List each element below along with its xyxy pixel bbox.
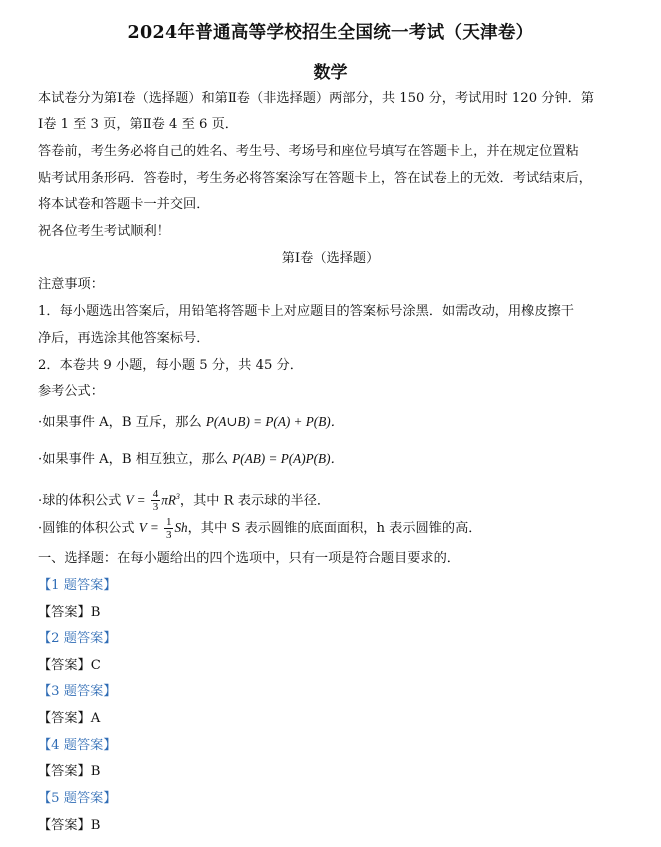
answer-value-2: 【答案】C bbox=[38, 658, 101, 673]
answer-header-4: 【4 题答案】 bbox=[38, 738, 117, 753]
intro-line-6: 祝各位考生考试顺利！ bbox=[38, 224, 170, 239]
notice-item-1-line-1: 1．每小题选出答案后，用铅笔将答题卡上对应题目的答案标号涂黑．如需改动，用橡皮擦干 bbox=[38, 304, 574, 319]
formula-2-math: P(AB) = P(A)P(B)． bbox=[232, 451, 344, 466]
formula-4-text: ·圆锥的体积公式 bbox=[38, 521, 135, 536]
formula-1-math: P(A∪B) = P(A) + P(B)． bbox=[205, 414, 344, 429]
formula-3 bbox=[38, 485, 330, 513]
formula-3-numerator: 4 bbox=[152, 488, 159, 501]
formulas-heading: 参考公式： bbox=[38, 384, 104, 399]
answer-value-1: 【答案】B bbox=[38, 605, 101, 620]
notice-item-1-line-2: 净后，再选涂其他答案标号． bbox=[38, 331, 210, 346]
intro-line-2: Ⅰ卷 1 至 3 页，第Ⅱ卷 4 至 6 页． bbox=[38, 117, 238, 132]
answer-header-5: 【5 题答案】 bbox=[38, 791, 117, 806]
formula-2-text: ·如果事件 A，B 相互独立，那么 bbox=[38, 452, 229, 467]
formula-1-text: ·如果事件 A，B 互斥，那么 bbox=[38, 415, 202, 430]
answer-header-2: 【2 题答案】 bbox=[38, 631, 117, 646]
notice-heading: 注意事项： bbox=[38, 277, 104, 292]
formula-4-rhs: Sh bbox=[174, 520, 188, 535]
formula-3-exponent: 3 bbox=[175, 492, 180, 501]
intro-line-5: 将本试卷和答题卡一并交回． bbox=[38, 197, 210, 212]
formula-4-denominator: 3 bbox=[165, 529, 172, 541]
formula-3-lhs: V = bbox=[125, 492, 146, 508]
subject-title: 数学 bbox=[313, 63, 348, 83]
formula-1 bbox=[38, 413, 344, 432]
answer-value-3: 【答案】A bbox=[38, 711, 101, 726]
intro-line-1: 本试卷分为第Ⅰ卷（选择题）和第Ⅱ卷（非选择题）两部分，共 150 分，考试用时 120 分钟．第 bbox=[38, 91, 595, 106]
answer-value-4: 【答案】B bbox=[38, 764, 101, 779]
intro-line-4: 贴考试用条形码．答卷时，考生务必将答案涂写在答题卡上，答在试卷上的无效．考试结束后， bbox=[38, 171, 592, 186]
formula-4-numerator: 1 bbox=[165, 516, 172, 528]
answer-value-5: 【答案】B bbox=[38, 818, 101, 833]
answer-header-1: 【1 题答案】 bbox=[38, 578, 117, 593]
formula-3-fraction bbox=[151, 488, 161, 513]
formula-3-tail: ，其中 R 表示球的半径． bbox=[179, 493, 331, 509]
formula-3-rhs: πR bbox=[161, 492, 176, 508]
intro-line-3: 答卷前，考生务必将自己的姓名、考生号、考场号和座位号填写在答题卡上，并在规定位置粘 bbox=[38, 144, 579, 159]
formula-2 bbox=[38, 450, 344, 469]
exam-title: 2024年普通高等学校招生全国统一考试（天津卷） bbox=[127, 23, 534, 43]
formula-4-fraction bbox=[164, 516, 174, 541]
formula-4-tail: ，其中 S 表示圆锥的底面面积，h 表示圆锥的高． bbox=[187, 521, 482, 536]
formula-4-lhs: V = bbox=[138, 520, 159, 535]
formula-4 bbox=[38, 516, 481, 541]
answer-header-3: 【3 题答案】 bbox=[38, 684, 117, 699]
formula-3-text: ·球的体积公式 bbox=[38, 493, 122, 509]
part-heading: 一、选择题：在每小题给出的四个选项中，只有一项是符合题目要求的． bbox=[38, 551, 460, 566]
section-title: 第Ⅰ卷（选择题） bbox=[281, 251, 380, 266]
notice-item-2: 2．本卷共 9 小题，每小题 5 分，共 45 分． bbox=[38, 358, 303, 373]
formula-3-denominator: 3 bbox=[152, 501, 159, 514]
